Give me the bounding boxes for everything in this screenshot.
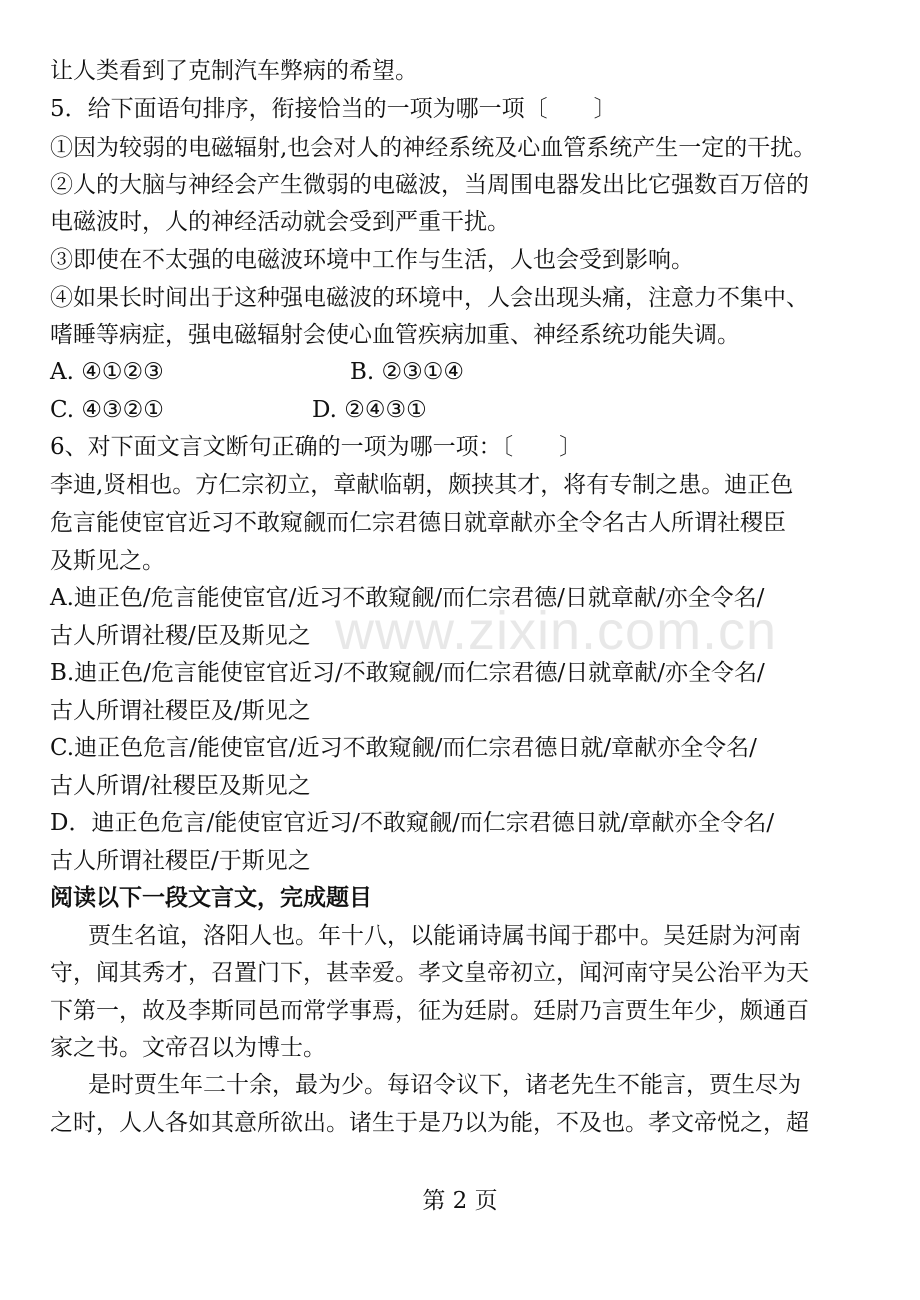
question-6-option-a: A.迪正色/危言能使宦官/近习不敢窥觎/而仁宗君德/日就章献/亦全令名/ — [50, 585, 765, 611]
question-6-option-a-cont: 古人所谓社稷/臣及斯见之 — [50, 623, 311, 649]
question-5-sentence-1: ①因为较弱的电磁辐射,也会对人的神经系统及心血管系统产生一定的干扰。 — [50, 135, 817, 161]
question-5-option-d: D. ②④③① — [312, 397, 427, 423]
paragraph-1-line-1: 贾生名谊，洛阳人也。年十八，以能诵诗属书闻于郡中。吴廷尉为河南 — [88, 923, 801, 949]
question-6-option-d-cont: 古人所谓社稷臣/于斯见之 — [50, 848, 311, 874]
question-5-option-b: B. ②③①④ — [350, 359, 465, 385]
question-5-title: 5．给下面语句排序，衔接恰当的一项为哪一项〔 〕 — [50, 96, 617, 122]
question-5-sentence-4: ④如果长时间出于这种强电磁波的环境中，人会出现头痛，注意力不集中、 — [50, 285, 809, 311]
paragraph-1-line-3: 下第一，故及李斯同邑而常学事焉，征为廷尉。廷尉乃言贾生年少，颇通百 — [50, 998, 809, 1024]
question-5-sentence-3: ③即使在不太强的电磁波环境中工作与生活，人也会受到影响。 — [50, 247, 694, 273]
question-6-passage-line-3: 及斯见之。 — [50, 548, 165, 574]
question-6-passage-line-2: 危言能使宦官近习不敢窥觎而仁宗君德日就章献亦全令名古人所谓社稷臣 — [50, 510, 786, 536]
page-number: 第 2 页 — [422, 1188, 498, 1214]
paragraph-1-line-4: 家之书。文帝召以为博士。 — [50, 1035, 326, 1061]
question-5-option-a: A. ④①②③ — [50, 359, 164, 385]
question-5-option-c: C. ④③②① — [50, 397, 164, 423]
question-5-sentence-2: ②人的大脑与神经会产生微弱的电磁波，当周围电器发出比它强数百万倍的 — [50, 172, 809, 198]
question-6-passage-line-1: 李迪,贤相也。方仁宗初立，章献临朝，颇挟其才，将有专制之患。迪正色 — [50, 472, 794, 498]
paragraph-1-line-2: 守，闻其秀才，召置门下，甚幸爱。孝文皇帝初立，闻河南守吴公治平为天 — [50, 960, 809, 986]
question-6-option-c-cont: 古人所谓/社稷臣及斯见之 — [50, 773, 311, 799]
watermark: www.zixin.com.cn — [335, 601, 778, 661]
question-5-sentence-4-cont: 嗜睡等病症，强电磁辐射会使心血管疾病加重、神经系统功能失调。 — [50, 322, 740, 348]
question-6-option-d: D．迪正色危言/能使宦官近习/不敢窥觎/而仁宗君德日就/章献亦全令名/ — [50, 810, 775, 836]
question-5-sentence-2-cont: 电磁波时，人的神经活动就会受到严重干扰。 — [50, 209, 510, 235]
paragraph-2-line-2: 之时，人人各如其意所欲出。诸生于是乃以为能，不及也。孝文帝悦之，超 — [50, 1110, 809, 1136]
question-6-option-b: B.迪正色/危言能使宦官近习/不敢窥觎/而仁宗君德/日就章献/亦全令名/ — [50, 660, 765, 686]
text-line: 让人类看到了克制汽车弊病的希望。 — [50, 58, 418, 84]
paragraph-2-line-1: 是时贾生年二十余，最为少。每诏令议下，诸老先生不能言，贾生尽为 — [88, 1072, 801, 1098]
reading-heading: 阅读以下一段文言文，完成题目 — [50, 885, 372, 911]
question-6-option-c: C.迪正色危言/能使宦官/近习不敢窥觎/而仁宗君德日就/章献亦全令名/ — [50, 735, 757, 761]
question-6-option-b-cont: 古人所谓社稷臣及/斯见之 — [50, 698, 311, 724]
question-6-title: 6、对下面文言文断句正确的一项为哪一项：〔 〕 — [50, 434, 583, 460]
